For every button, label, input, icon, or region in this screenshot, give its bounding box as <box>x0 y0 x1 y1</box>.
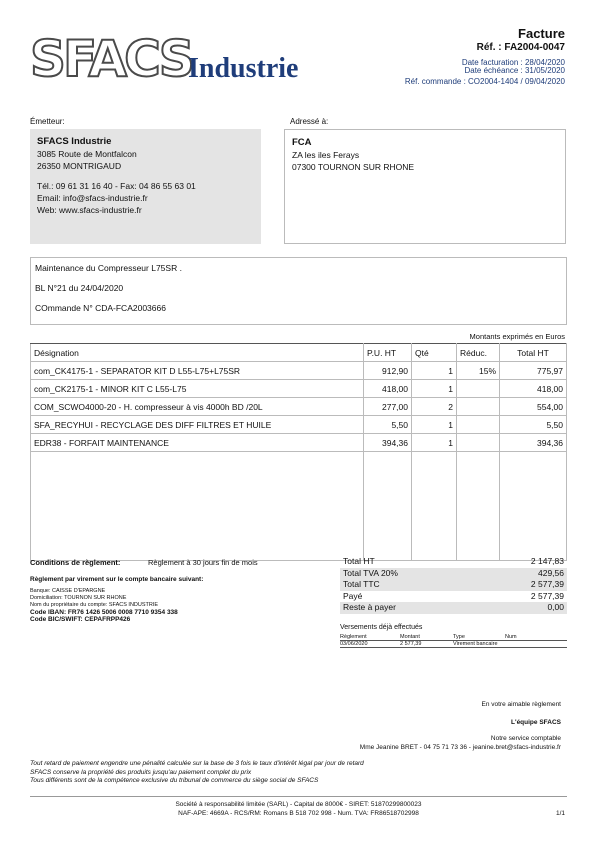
filler-cell <box>412 452 457 561</box>
cell-total: 5,50 <box>500 416 567 434</box>
recipient-block <box>284 129 566 244</box>
recipient-address-line: ZA les iles Ferays <box>292 150 360 160</box>
note-line: BL N°21 du 24/04/2020 <box>35 283 124 293</box>
order-reference: Réf. commande : CO2004-1404 / 09/04/2020 <box>404 77 565 86</box>
col-quantity: Qté <box>412 344 457 362</box>
invoice-reference: Réf. : FA2004-0047 <box>476 42 565 53</box>
cell-unit-price: 5,50 <box>364 416 412 434</box>
payments-col: Type <box>453 634 465 640</box>
cell-discount: 15% <box>457 362 500 380</box>
cell-designation: com_CK4175-1 - SEPARATOR KIT D L55-L75+L75SR <box>31 362 364 380</box>
payment-terms-value: Règlement à 30 jours fin de mois <box>148 558 258 567</box>
filler-cell <box>500 452 567 561</box>
legal-line: SFACS conserve la propriété des produits jusqu'au paiement complet du prix <box>30 768 252 776</box>
table-row <box>31 362 567 380</box>
notes-block <box>30 257 567 325</box>
cell-total: 418,00 <box>500 380 567 398</box>
cell-designation: com_CK2175-1 - MINOR KIT C L55-L75 <box>31 380 364 398</box>
company-logo <box>30 30 320 90</box>
payments-title: Versements déjà effectués <box>340 624 423 631</box>
cell-quantity: 1 <box>412 362 457 380</box>
payment-date: 03/06/2020 <box>340 641 368 647</box>
payments-col: Montant <box>400 634 420 640</box>
logo-subtitle: Industrie <box>188 53 299 84</box>
filler-cell <box>31 452 364 561</box>
cell-quantity: 2 <box>412 398 457 416</box>
table-row <box>31 380 567 398</box>
payment-num <box>505 641 555 647</box>
bank-details <box>30 588 178 623</box>
bank-domiciliation: Domiciliation: TOURNON SUR RHONE <box>30 595 127 601</box>
recipient-address-line: 07300 TOURNON SUR RHONE <box>292 162 415 172</box>
total-label: Payé <box>343 590 363 601</box>
cell-designation: EDR38 - FORFAIT MAINTENANCE <box>31 434 364 452</box>
payments-col: Règlement <box>340 634 367 640</box>
total-label: Total TVA 20% <box>343 567 398 578</box>
cell-designation: COM_SCWO4000-20 - H. compresseur à vis 4000h BD /20L <box>31 398 364 416</box>
accounting-contact: Mme Jeanine BRET - 04 75 71 73 36 - jeanine.bret@sfacs-industrie.fr <box>359 744 561 751</box>
transfer-heading: Règlement par virement sur le compte bancaire suivant: <box>30 576 204 583</box>
payments-block <box>340 624 567 648</box>
col-total: Total HT <box>500 344 567 362</box>
cell-unit-price: 394,36 <box>364 434 412 452</box>
invoice-date: Date facturation : 28/04/2020 <box>461 58 565 67</box>
total-label: Reste à payer <box>343 602 396 612</box>
cell-total: 775,97 <box>500 362 567 380</box>
legal-line: Tout retard de paiement engendre une pénalité calculée sur la base de 3 fois le taux d'intérêt légal par jour de retard <box>30 760 364 767</box>
page-number: 1/1 <box>555 810 565 817</box>
total-label: Total TTC <box>343 579 380 589</box>
cell-quantity: 1 <box>412 380 457 398</box>
table-row <box>31 434 567 452</box>
payment-terms <box>30 558 258 567</box>
total-value: 2 577,39 <box>530 590 564 601</box>
recipient-name: FCA <box>292 137 312 148</box>
emitter-email: Email: info@sfacs-industrie.fr <box>37 193 148 203</box>
bank-name: Banque: CAISSE D'EPARGNE <box>30 588 106 594</box>
filler-cell <box>364 452 412 561</box>
payment-terms-label: Conditions de règlement: <box>30 558 121 567</box>
payments-header <box>340 634 567 641</box>
document-title: Facture <box>518 26 565 41</box>
emitter-phone: Tél.: 09 61 31 16 40 - Fax: 04 86 55 63 01 <box>37 181 196 191</box>
cell-discount <box>457 398 500 416</box>
col-discount: Réduc. <box>457 344 500 362</box>
total-value: 2 577,39 <box>530 579 564 589</box>
note-line: Maintenance du Compresseur L75SR . <box>35 263 182 273</box>
payment-type: Virement bancaire <box>453 641 498 647</box>
cell-unit-price: 418,00 <box>364 380 412 398</box>
footer-line: NAF-APE: 4669A - RCS/RM: Romans B 518 702 998 - Num. TVA: FR86518702998 <box>178 810 419 817</box>
line-items-table <box>30 343 567 561</box>
col-designation: Désignation <box>31 344 364 362</box>
emitter-label: Émetteur: <box>30 117 65 126</box>
total-label: Total HT <box>343 556 375 566</box>
cell-discount <box>457 434 500 452</box>
total-value: 429,56 <box>538 567 564 578</box>
total-row <box>340 568 567 580</box>
bic: Code BIC/SWIFT: CEPAFRPP426 <box>30 616 131 623</box>
logo-wordmark: SFACS <box>30 30 192 88</box>
emitter-name: SFACS Industrie <box>37 136 112 147</box>
cell-discount <box>457 380 500 398</box>
col-unit-price: P.U. HT <box>364 344 412 362</box>
accounting-title: Notre service comptable <box>490 735 561 742</box>
totals-block <box>340 556 567 614</box>
legal-notice <box>30 760 364 786</box>
cell-total: 394,36 <box>500 434 567 452</box>
table-header-row <box>31 344 567 362</box>
closing-greeting: En votre aimable règlement <box>481 701 561 708</box>
cell-designation: SFA_RECYHUI - RECYCLAGE DES DIFF FILTRES ET HUILE <box>31 416 364 434</box>
cell-total: 554,00 <box>500 398 567 416</box>
cell-quantity: 1 <box>412 416 457 434</box>
table-row <box>31 416 567 434</box>
page-footer <box>30 796 567 818</box>
payment-row <box>340 641 567 648</box>
team-signature: L'équipe SFACS <box>511 719 561 726</box>
emitter-address-line: 26350 MONTRIGAUD <box>37 161 122 171</box>
total-value: 0,00 <box>547 602 564 612</box>
table-row <box>31 398 567 416</box>
total-row <box>340 556 567 568</box>
total-value: 2 147,83 <box>530 556 564 566</box>
cell-unit-price: 912,90 <box>364 362 412 380</box>
note-line: COmmande N° CDA-FCA2003666 <box>35 303 166 313</box>
iban: Code IBAN: FR76 1426 5006 0008 7710 9354 338 <box>30 609 178 616</box>
emitter-address-line: 3085 Route de Montfalcon <box>37 149 137 159</box>
total-row <box>340 579 567 591</box>
account-owner: Nom du propriétaire du compte: SFACS INDUSTRIE <box>30 602 159 608</box>
recipient-label: Adressé à: <box>290 117 329 126</box>
footer-line: Société à responsabilité limitée (SARL) - Capital de 8000€ - SIRET: 51870299800023 <box>175 801 422 808</box>
legal-line: Tous différents sont de la compétence exclusive du tribunal de commerce du siège social de SFACS <box>30 777 319 784</box>
cell-discount <box>457 416 500 434</box>
payment-amount: 2 577,39 <box>400 641 422 647</box>
table-filler-row <box>31 452 567 561</box>
cell-unit-price: 277,00 <box>364 398 412 416</box>
currency-note: Montants exprimés en Euros <box>469 332 565 341</box>
emitter-website: Web: www.sfacs-industrie.fr <box>37 205 142 215</box>
cell-quantity: 1 <box>412 434 457 452</box>
emitter-block <box>30 129 261 244</box>
total-row <box>340 591 567 603</box>
payments-col: Num <box>505 634 517 640</box>
total-row <box>340 602 567 614</box>
due-date: Date échéance : 31/05/2020 <box>464 66 565 75</box>
filler-cell <box>457 452 500 561</box>
